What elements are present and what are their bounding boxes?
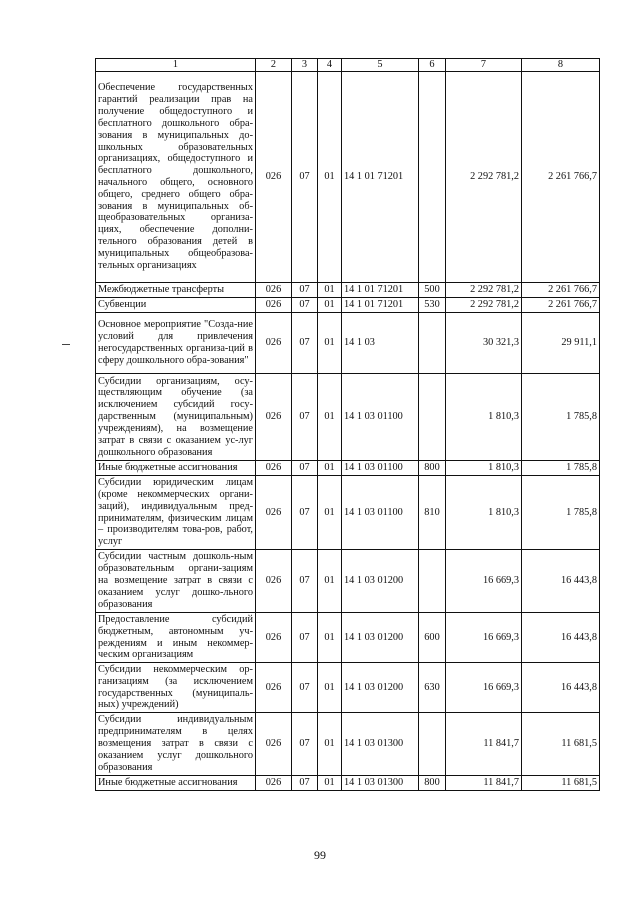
amount-year1: 30 321,3 [446,313,522,374]
table-row [96,298,600,313]
dept-code: 026 [256,283,292,298]
amount-year2: 16 443,8 [522,613,600,663]
section-code: 07 [292,461,318,476]
amount-year2: 16 443,8 [522,550,600,613]
target-article-code: 14 1 01 71201 [342,283,419,298]
row-name: Субвенции [96,298,256,313]
expense-type-code: 800 [419,461,446,476]
expense-type-code [419,72,446,283]
margin-mark [62,344,70,345]
table-row [96,313,600,374]
subsection-code: 01 [318,713,342,776]
subsection-code: 01 [318,461,342,476]
amount-year2: 2 261 766,7 [522,298,600,313]
subsection-code: 01 [318,283,342,298]
dept-code: 026 [256,550,292,613]
subsection-code: 01 [318,374,342,461]
row-name: Субсидии некоммерческим ор-ганизациям (за исключением государственных (муниципаль-ных) учреждений) [96,663,256,713]
dept-code: 026 [256,776,292,791]
expense-type-code [419,550,446,613]
dept-code: 026 [256,298,292,313]
page-number: 99 [314,848,326,862]
subsection-code: 01 [318,613,342,663]
budget-table [95,58,600,791]
amount-year1: 16 669,3 [446,550,522,613]
amount-year1: 1 810,3 [446,374,522,461]
dept-code: 026 [256,663,292,713]
dept-code: 026 [256,313,292,374]
table-row [96,461,600,476]
dept-code: 026 [256,713,292,776]
target-article-code: 14 1 03 01100 [342,374,419,461]
target-article-code: 14 1 03 01200 [342,613,419,663]
amount-year1: 2 292 781,2 [446,298,522,313]
table-row [96,72,600,283]
header-cell: 4 [318,59,342,72]
amount-year2: 1 785,8 [522,461,600,476]
row-name: Основное мероприятие "Созда-ние условий для привлечения негосударственных организа-ций в сферу дошкольного обра-зования" [96,313,256,374]
amount-year1: 2 292 781,2 [446,283,522,298]
target-article-code: 14 1 03 01200 [342,663,419,713]
table-row [96,283,600,298]
target-article-code: 14 1 01 71201 [342,298,419,313]
expense-type-code [419,313,446,374]
section-code: 07 [292,298,318,313]
row-name: Иные бюджетные ассигнования [96,776,256,791]
amount-year2: 16 443,8 [522,663,600,713]
expense-type-code: 530 [419,298,446,313]
header-cell: 2 [256,59,292,72]
section-code: 07 [292,476,318,550]
amount-year1: 1 810,3 [446,476,522,550]
expense-type-code: 800 [419,776,446,791]
table-header-row [96,59,600,72]
amount-year2: 29 911,1 [522,313,600,374]
amount-year2: 11 681,5 [522,713,600,776]
expense-type-code: 600 [419,613,446,663]
expense-type-code [419,713,446,776]
section-code: 07 [292,283,318,298]
subsection-code: 01 [318,776,342,791]
expense-type-code [419,374,446,461]
row-name: Субсидии организациям, осу-ществляющим обучение (за исключением субсидий госу-дарственным (муниципальным) учреждениям), на возмещение затрат в связи с оказанием ус-луг дошкольного образования [96,374,256,461]
dept-code: 026 [256,476,292,550]
target-article-code: 14 1 03 01200 [342,550,419,613]
section-code: 07 [292,313,318,374]
table-row [96,374,600,461]
table-row [96,550,600,613]
section-code: 07 [292,713,318,776]
subsection-code: 01 [318,550,342,613]
section-code: 07 [292,374,318,461]
section-code: 07 [292,72,318,283]
target-article-code: 14 1 01 71201 [342,72,419,283]
amount-year2: 2 261 766,7 [522,283,600,298]
header-cell: 8 [522,59,600,72]
dept-code: 026 [256,374,292,461]
header-cell: 6 [419,59,446,72]
target-article-code: 14 1 03 01300 [342,776,419,791]
target-article-code: 14 1 03 [342,313,419,374]
section-code: 07 [292,550,318,613]
subsection-code: 01 [318,476,342,550]
expense-type-code: 810 [419,476,446,550]
row-name: Субсидии индивидуальным предпринимателям в целях возмещения затрат в связи с оказанием услуг дошкольного образования [96,713,256,776]
target-article-code: 14 1 03 01100 [342,461,419,476]
row-name: Субсидии частным дошколь-ным образовательным органи-зациям на возмещение затрат в связи с оказанием услуг дошко-льного образования [96,550,256,613]
header-cell: 5 [342,59,419,72]
dept-code: 026 [256,72,292,283]
row-name: Межбюджетные трансферты [96,283,256,298]
subsection-code: 01 [318,313,342,374]
row-name: Предоставление субсидий бюджетным, автономным уч-реждениям и иным некоммер-ческим организациям [96,613,256,663]
table-row [96,776,600,791]
dept-code: 026 [256,461,292,476]
row-name: Субсидии юридическим лицам (кроме некоммерческих органи-заций), индивидуальным пред-принимателям, физическим лицам – производителям това-ров, работ, услуг [96,476,256,550]
subsection-code: 01 [318,298,342,313]
amount-year1: 11 841,7 [446,713,522,776]
table-row [96,713,600,776]
section-code: 07 [292,663,318,713]
amount-year1: 1 810,3 [446,461,522,476]
amount-year2: 1 785,8 [522,476,600,550]
amount-year2: 1 785,8 [522,374,600,461]
target-article-code: 14 1 03 01300 [342,713,419,776]
subsection-code: 01 [318,663,342,713]
section-code: 07 [292,776,318,791]
subsection-code: 01 [318,72,342,283]
table-row [96,663,600,713]
target-article-code: 14 1 03 01100 [342,476,419,550]
amount-year2: 11 681,5 [522,776,600,791]
dept-code: 026 [256,613,292,663]
header-cell: 7 [446,59,522,72]
amount-year1: 2 292 781,2 [446,72,522,283]
amount-year1: 16 669,3 [446,613,522,663]
expense-type-code: 630 [419,663,446,713]
amount-year2: 2 261 766,7 [522,72,600,283]
header-cell: 1 [96,59,256,72]
expense-type-code: 500 [419,283,446,298]
amount-year1: 11 841,7 [446,776,522,791]
header-cell: 3 [292,59,318,72]
row-name: Иные бюджетные ассигнования [96,461,256,476]
row-name: Обеспечение государственных гарантий реализации прав на получение общедоступного и бесплатного дошкольного обра-зования в муниципальных до-школьных образовательных организациях, общедоступного и бесплатного дошкольного, начального общего, основного общего, среднего общего обра-зования в муниципальных об-щеобразовательных организа-циях, обеспечение дополни-тельного образования детей в муниципальных общеобразова-тельных организациях [96,72,256,283]
amount-year1: 16 669,3 [446,663,522,713]
table-row [96,613,600,663]
section-code: 07 [292,613,318,663]
table-row [96,476,600,550]
